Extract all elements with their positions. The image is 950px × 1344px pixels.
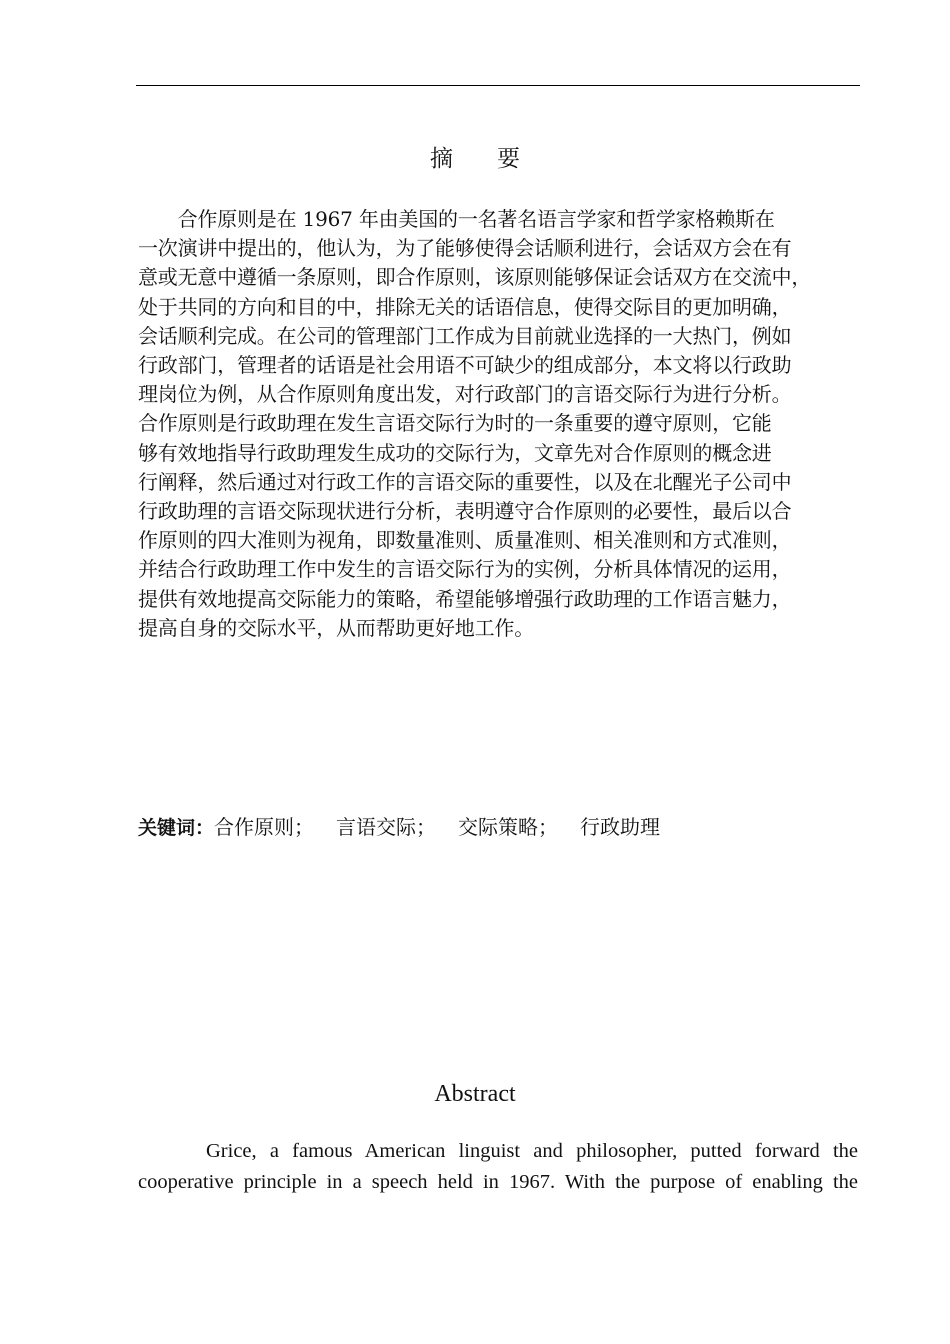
chinese-abstract-line: 行政助理的言语交际现状进行分析，表明遵守合作原则的必要性，最后以合 — [138, 499, 792, 524]
chinese-abstract-line: 并结合行政助理工作中发生的言语交际行为的实例，分析具体情况的运用， — [138, 557, 792, 582]
english-abstract-line: cooperative principle in a speech held in 1967. With the purpose of enabling the — [138, 1171, 858, 1193]
english-abstract-line: Grice, a famous American linguist and philosopher, putted forward the — [206, 1140, 858, 1162]
chinese-abstract-line: 行阐释，然后通过对行政工作的言语交际的重要性，以及在北醒光子公司中 — [138, 469, 792, 494]
chinese-abstract-line: 作原则的四大准则为视角，即数量准则、质量准则、相关准则和方式准则， — [138, 528, 792, 553]
chinese-abstract-line: 一次演讲中提出的，他认为，为了能够使得会话顺利进行，会话双方会在有 — [138, 236, 792, 261]
keywords-label: 关键词： — [138, 817, 215, 839]
chinese-abstract-line: 提供有效地提高交际能力的策略，希望能够增强行政助理的工作语言魅力， — [138, 586, 792, 611]
keyword-item: 交际策略； — [458, 815, 559, 839]
keyword-item: 行政助理 — [580, 815, 661, 839]
chinese-abstract-line: 合作原则是行政助理在发生言语交际行为时的一条重要的遵守原则，它能 — [138, 411, 772, 436]
keyword-item: 言语交际； — [336, 815, 437, 839]
header-rule — [136, 85, 860, 86]
chinese-abstract-line: 处于共同的方向和目的中，排除无关的话语信息，使得交际目的更加明确， — [138, 294, 792, 319]
chinese-abstract-body — [138, 205, 860, 643]
chinese-abstract-line: 提高自身的交际水平，从而帮助更好地工作。 — [138, 615, 534, 640]
chinese-abstract-line: 会话顺利完成。在公司的管理部门工作成为目前就业选择的一大热门，例如 — [138, 323, 792, 348]
english-abstract-title: Abstract — [434, 1081, 516, 1107]
chinese-abstract-line: 理岗位为例，从合作原则角度出发，对行政部门的言语交际行为进行分析。 — [138, 382, 792, 407]
chinese-abstract-line: 够有效地指导行政助理发生成功的交际行为，文章先对合作原则的概念进 — [138, 440, 772, 465]
chinese-abstract-title: 摘要 — [430, 146, 564, 172]
keyword-item: 合作原则； — [214, 815, 315, 839]
chinese-abstract-line: 意或无意中遵循一条原则，即合作原则，该原则能够保证会话双方在交流中， — [138, 265, 812, 290]
english-abstract-body — [138, 1136, 858, 1198]
chinese-abstract-line: 行政部门，管理者的话语是社会用语不可缺少的组成部分，本文将以行政助 — [138, 353, 792, 378]
chinese-abstract-line: 合作原则是在 1967 年由美国的一名著名语言学家和哲学家格赖斯在 — [138, 207, 775, 231]
keywords-line — [138, 812, 682, 843]
